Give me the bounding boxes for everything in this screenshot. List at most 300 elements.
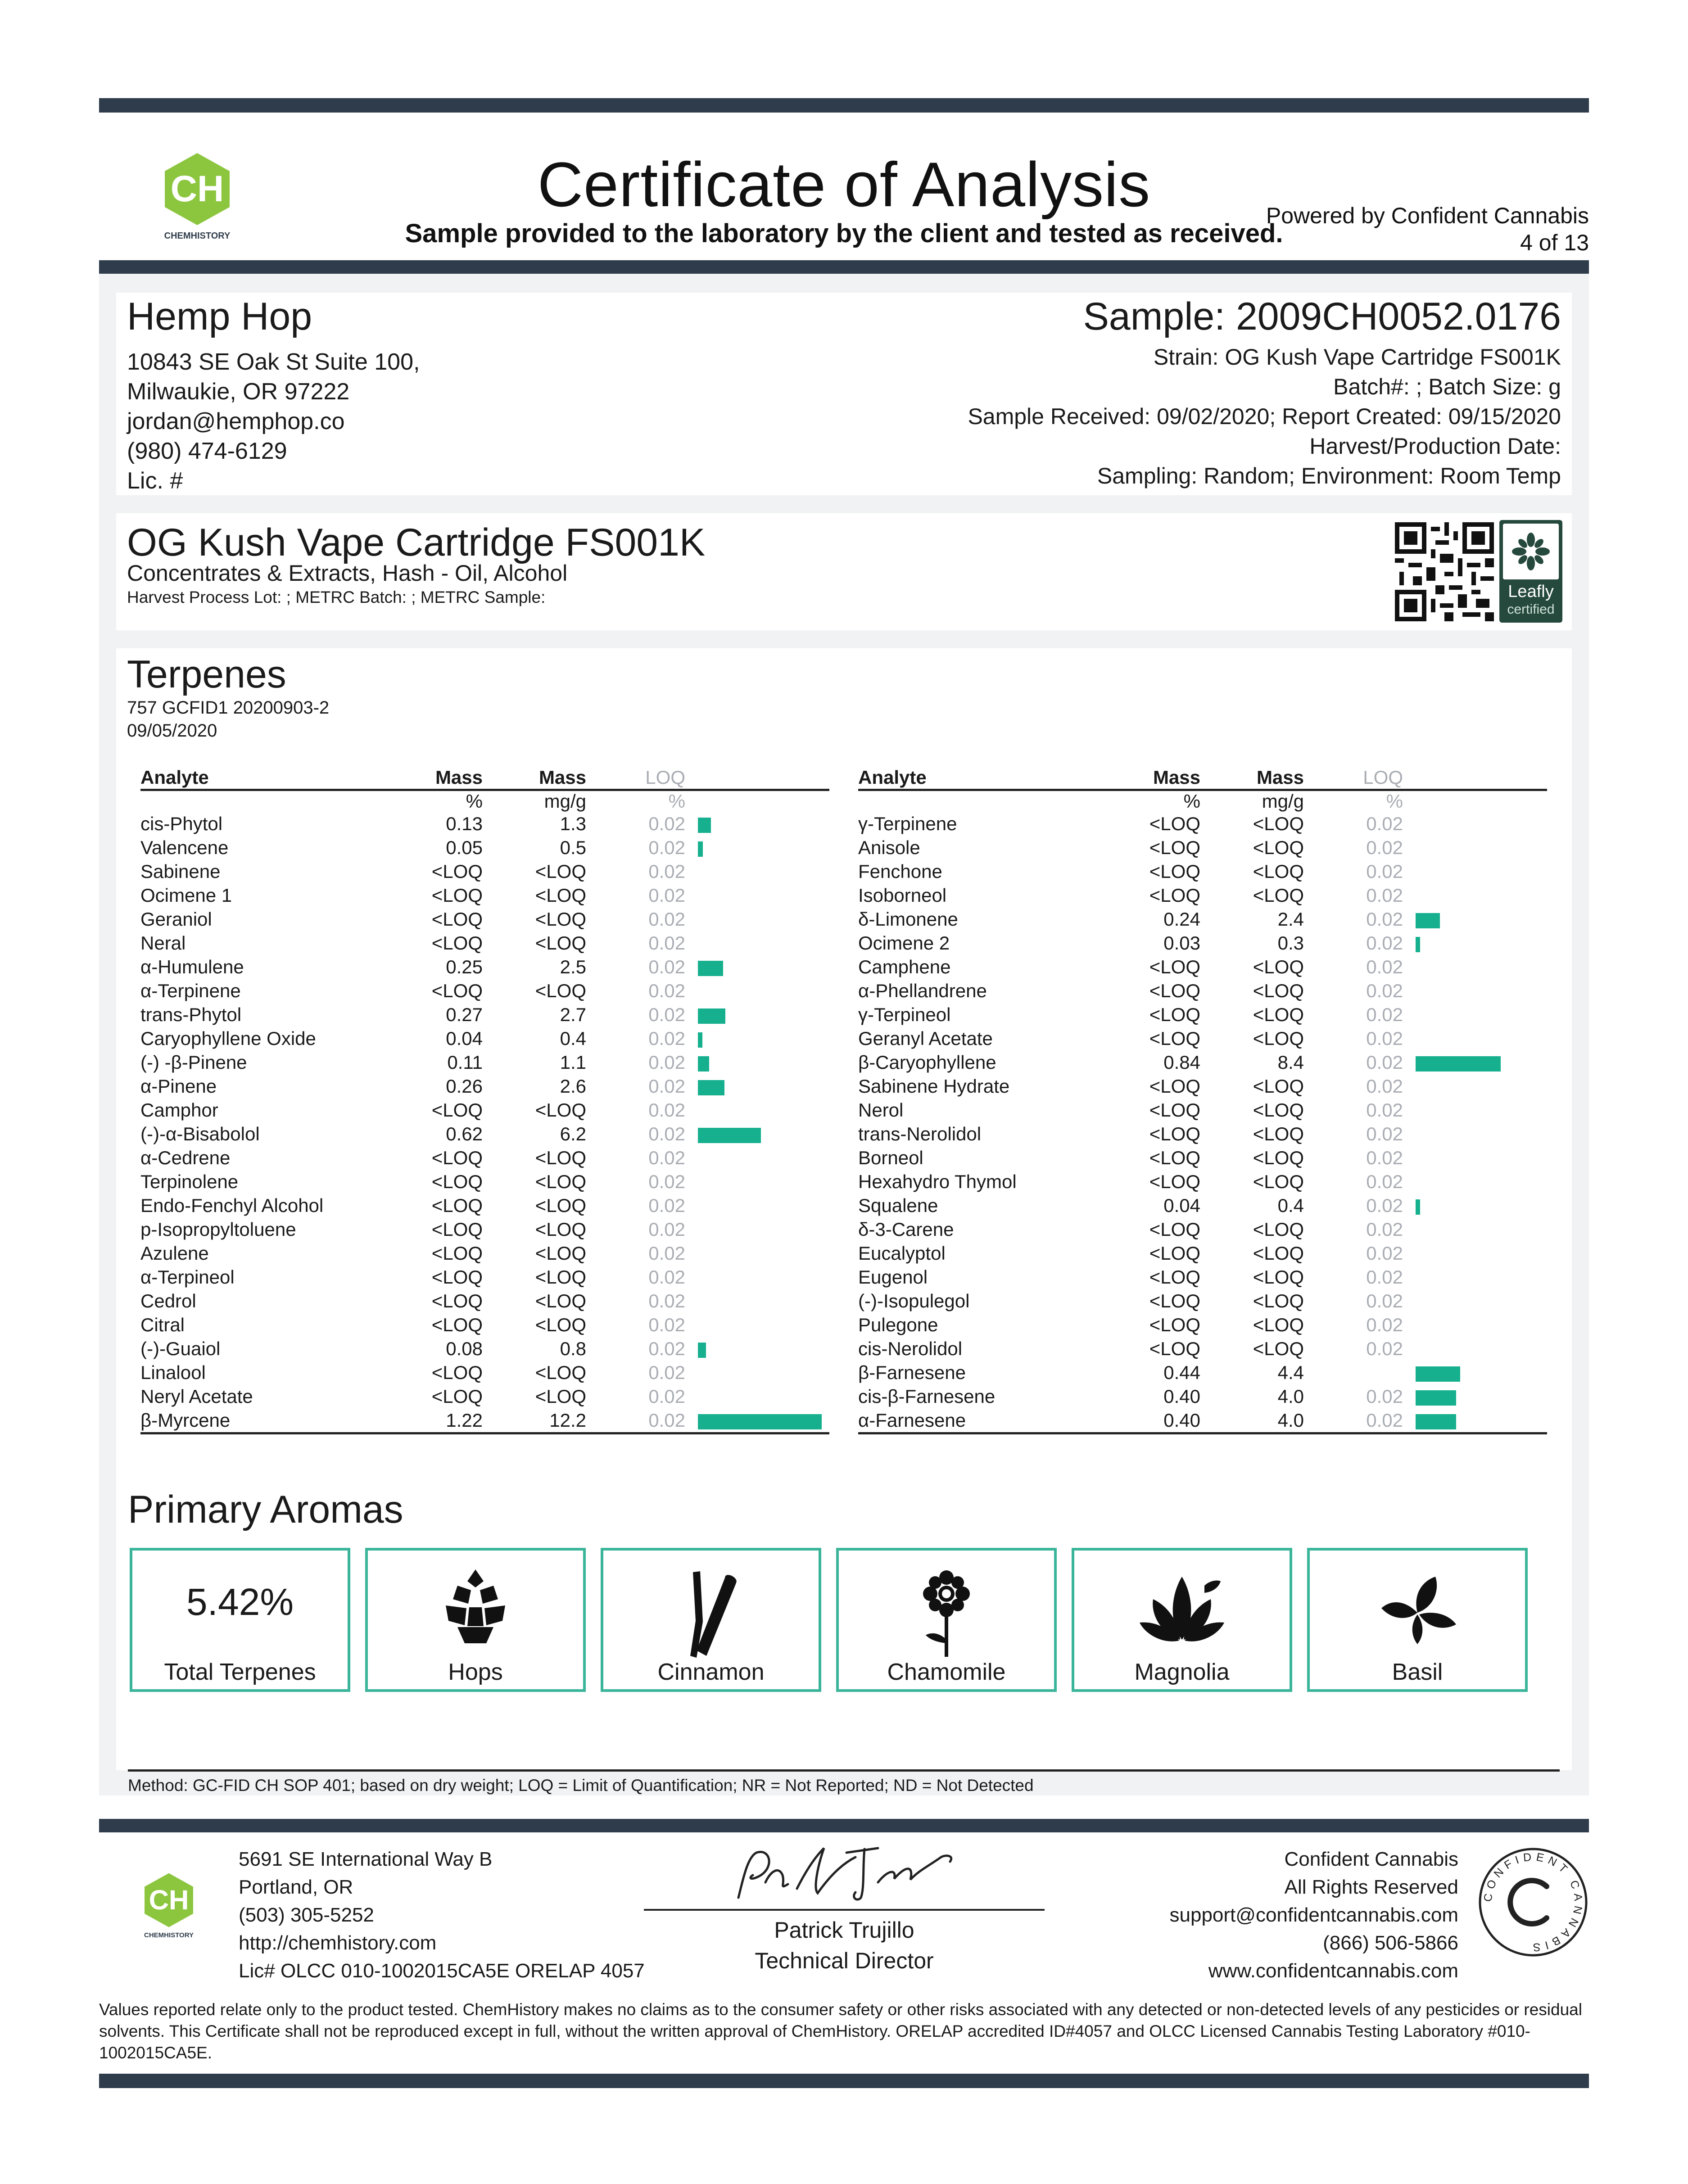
terpene-row bbox=[140, 1026, 829, 1050]
sample-sampling: Sampling: Random; Environment: Room Temp bbox=[1097, 463, 1561, 488]
terpene-mass-mgg: <LOQ bbox=[1253, 1004, 1304, 1025]
terpene-loq: 0.02 bbox=[648, 1362, 685, 1383]
terpene-loq: 0.02 bbox=[648, 837, 685, 858]
terpene-row bbox=[140, 1337, 829, 1361]
terpene-mass-pct: 0.08 bbox=[446, 1338, 483, 1359]
terpene-bar-cell bbox=[685, 1408, 829, 1433]
terpene-mass-mgg: <LOQ bbox=[535, 1314, 586, 1335]
terpene-bar bbox=[1416, 1390, 1456, 1406]
terpene-name: Geraniol bbox=[140, 909, 212, 930]
terpene-mass-pct: <LOQ bbox=[1149, 1266, 1200, 1288]
seal-text: CONFIDENT CANNABIS bbox=[1481, 1850, 1585, 1954]
terpene-bar-cell bbox=[1403, 1289, 1547, 1313]
terpene-name: cis-Phytol bbox=[140, 813, 223, 834]
terpene-mass-mgg: 0.3 bbox=[1277, 932, 1304, 954]
terpene-row bbox=[140, 812, 829, 836]
terpene-row bbox=[858, 1026, 1547, 1050]
terpenes-title: Terpenes bbox=[127, 653, 286, 696]
terpene-loq: 0.02 bbox=[648, 1028, 685, 1049]
aroma-chamomile bbox=[836, 1548, 1057, 1692]
terpene-mass-pct: <LOQ bbox=[431, 1362, 483, 1383]
terpene-name: Camphene bbox=[858, 956, 951, 977]
terpene-name: Isoborneol bbox=[858, 885, 947, 906]
terpene-bar-cell bbox=[685, 1146, 829, 1170]
terpene-row bbox=[858, 1050, 1547, 1074]
confident-rights: All Rights Reserved bbox=[1284, 1876, 1458, 1898]
terpene-bar bbox=[698, 1032, 702, 1048]
terpene-loq: 0.02 bbox=[648, 1266, 685, 1288]
terpene-row bbox=[140, 1050, 829, 1074]
terpene-mass-mgg: 6.2 bbox=[560, 1123, 586, 1144]
hops-icon bbox=[439, 1568, 511, 1651]
terpene-row bbox=[858, 1074, 1547, 1098]
terpene-mass-pct: <LOQ bbox=[431, 1147, 483, 1168]
terpene-mass-mgg: <LOQ bbox=[535, 1243, 586, 1264]
terpene-bar-cell bbox=[685, 1384, 829, 1408]
terpene-mass-mgg: <LOQ bbox=[535, 1219, 586, 1240]
confident-name: Confident Cannabis bbox=[1284, 1848, 1458, 1870]
chamomile-icon bbox=[910, 1568, 982, 1660]
terpene-name: Squalene bbox=[858, 1195, 938, 1216]
terpene-loq: 0.02 bbox=[586, 1408, 685, 1433]
terpene-bar-cell bbox=[1403, 1074, 1547, 1098]
col-bar bbox=[1403, 766, 1547, 790]
terpene-loq: 0.02 bbox=[1366, 1243, 1403, 1264]
terpene-loq: 0.02 bbox=[1304, 1408, 1403, 1433]
terpene-name: α-Cedrene bbox=[140, 1147, 231, 1168]
terpene-loq: 0.02 bbox=[1366, 932, 1403, 954]
terpene-row bbox=[858, 1384, 1547, 1408]
terpene-mass-pct: 0.24 bbox=[1163, 909, 1200, 930]
terpene-name: β-Farnesene bbox=[858, 1362, 966, 1383]
terpene-name: Cedrol bbox=[140, 1290, 196, 1311]
terpene-bar bbox=[698, 1008, 725, 1024]
unit-pct: % bbox=[466, 791, 483, 812]
confident-phone: (866) 506-5866 bbox=[1323, 1932, 1458, 1954]
col-analyte: Analyte bbox=[140, 766, 393, 790]
magnolia-icon bbox=[1137, 1568, 1227, 1651]
terpene-bar bbox=[698, 841, 703, 857]
terpene-loq bbox=[1304, 1361, 1403, 1384]
terpene-mass-pct: <LOQ bbox=[1149, 1314, 1200, 1335]
terpene-bar-cell bbox=[1403, 907, 1547, 931]
terpene-mass-mgg: 4.0 bbox=[1200, 1408, 1304, 1433]
terpene-mass-mgg: <LOQ bbox=[1253, 1171, 1304, 1192]
terpene-loq: 0.02 bbox=[648, 1243, 685, 1264]
terpene-mass-mgg: <LOQ bbox=[1253, 1028, 1304, 1049]
terpene-loq: 0.02 bbox=[1366, 861, 1403, 882]
client-name: Hemp Hop bbox=[127, 295, 312, 338]
terpene-row bbox=[858, 979, 1547, 1003]
terpene-row bbox=[858, 1146, 1547, 1170]
terpene-name: β-Caryophyllene bbox=[858, 1052, 996, 1073]
terpene-row bbox=[858, 907, 1547, 931]
terpene-row bbox=[858, 812, 1547, 836]
terpene-name: (-)-Isopulegol bbox=[858, 1290, 970, 1311]
terpene-bar-cell bbox=[685, 1122, 829, 1146]
terpene-name: γ-Terpinene bbox=[858, 813, 957, 834]
aromas-title: Primary Aromas bbox=[128, 1488, 403, 1531]
terpene-row bbox=[858, 1241, 1547, 1265]
terpene-bar-cell bbox=[1403, 1098, 1547, 1122]
document-title: Certificate of Analysis bbox=[537, 149, 1151, 220]
terpene-mass-pct: 0.05 bbox=[446, 837, 483, 858]
terpene-bar bbox=[698, 1080, 724, 1095]
terpene-loq: 0.02 bbox=[648, 1219, 685, 1240]
terpene-mass-mgg: 0.5 bbox=[560, 837, 586, 858]
units-analyte bbox=[140, 790, 393, 812]
terpene-row bbox=[140, 1122, 829, 1146]
unit-bar bbox=[685, 790, 829, 812]
terpenes-table-right bbox=[858, 766, 1547, 1434]
terpene-bar-cell bbox=[1403, 1050, 1547, 1074]
terpene-mass-pct: <LOQ bbox=[1149, 980, 1200, 1001]
terpene-bar bbox=[1416, 937, 1420, 952]
terpene-mass-mgg: 1.3 bbox=[560, 813, 586, 834]
aroma-label: Hops bbox=[448, 1659, 503, 1685]
terpene-bar-cell bbox=[685, 812, 829, 836]
terpene-mass-pct: <LOQ bbox=[1149, 1147, 1200, 1168]
terpene-loq: 0.02 bbox=[1366, 1314, 1403, 1335]
signer-title: Technical Director bbox=[755, 1948, 934, 1973]
leafly-certified-badge bbox=[1499, 520, 1562, 623]
terpene-bar-cell bbox=[1403, 1384, 1547, 1408]
terpene-row bbox=[140, 1384, 829, 1408]
terpene-loq: 0.02 bbox=[1366, 1004, 1403, 1025]
aroma-total-terpenes bbox=[130, 1548, 350, 1692]
terpene-row bbox=[140, 1289, 829, 1313]
terpene-loq: 0.02 bbox=[1366, 1219, 1403, 1240]
terpene-row bbox=[140, 1241, 829, 1265]
signer-name: Patrick Trujillo bbox=[774, 1917, 914, 1943]
terpene-name: γ-Terpineol bbox=[858, 1004, 951, 1025]
terpene-name: Endo-Fenchyl Alcohol bbox=[140, 1195, 324, 1216]
terpene-bar-cell bbox=[1403, 836, 1547, 859]
terpene-name: Ocimene 1 bbox=[140, 885, 232, 906]
terpene-bar-cell bbox=[1403, 1337, 1547, 1361]
terpene-bar-cell bbox=[685, 1241, 829, 1265]
terpene-loq: 0.02 bbox=[648, 1314, 685, 1335]
terpene-loq: 0.02 bbox=[648, 1386, 685, 1407]
terpene-row bbox=[140, 1098, 829, 1122]
terpene-loq: 0.02 bbox=[1366, 1386, 1403, 1407]
terpene-row bbox=[140, 907, 829, 931]
terpene-mass-pct: <LOQ bbox=[1149, 1338, 1200, 1359]
terpene-mass-mgg: <LOQ bbox=[535, 1099, 586, 1121]
terpene-bar-cell bbox=[685, 955, 829, 979]
sample-batch: Batch#: ; Batch Size: g bbox=[1333, 374, 1561, 399]
terpene-loq: 0.02 bbox=[1366, 837, 1403, 858]
aroma-label: Chamomile bbox=[887, 1659, 1006, 1685]
terpene-row bbox=[858, 955, 1547, 979]
terpene-mass-pct: <LOQ bbox=[1149, 1028, 1200, 1049]
terpene-name: α-Terpineol bbox=[140, 1266, 235, 1288]
footer-rule bbox=[99, 1819, 1589, 1832]
svg-text:CONFIDENT CANNABIS bbox=[1481, 1850, 1584, 1953]
lab-license: Lic# OLCC 010-1002015CA5E ORELAP 4057 bbox=[239, 1960, 645, 1982]
aroma-magnolia bbox=[1072, 1548, 1292, 1692]
terpene-loq: 0.02 bbox=[648, 909, 685, 930]
terpene-loq: 0.02 bbox=[1366, 1290, 1403, 1311]
terpene-mass-mgg: <LOQ bbox=[1253, 1266, 1304, 1288]
terpene-row bbox=[858, 1217, 1547, 1241]
terpene-name: Eugenol bbox=[858, 1266, 928, 1288]
terpene-row bbox=[140, 931, 829, 955]
sample-id: Sample: 2009CH0052.0176 bbox=[1083, 295, 1561, 338]
terpene-loq: 0.02 bbox=[1366, 980, 1403, 1001]
terpene-bar-cell bbox=[1403, 955, 1547, 979]
terpene-name: Linalool bbox=[140, 1362, 206, 1383]
method-note: Method: GC-FID CH SOP 401; based on dry weight; LOQ = Limit of Quantification; NR = Not Reported; ND = Not Detected bbox=[128, 1769, 1560, 1794]
product-name: OG Kush Vape Cartridge FS001K bbox=[127, 521, 706, 564]
terpene-mass-pct: <LOQ bbox=[431, 1195, 483, 1216]
terpene-mass-mgg: <LOQ bbox=[1253, 980, 1304, 1001]
terpene-mass-pct: <LOQ bbox=[1149, 1123, 1200, 1144]
logo-text: CH bbox=[149, 1884, 189, 1916]
terpene-mass-pct: <LOQ bbox=[431, 932, 483, 954]
terpene-name: Terpinolene bbox=[140, 1171, 239, 1192]
col-analyte: Analyte bbox=[858, 766, 1110, 790]
terpene-bar-cell bbox=[685, 1337, 829, 1361]
terpene-name: Ocimene 2 bbox=[858, 932, 950, 954]
unit-mgg: mg/g bbox=[544, 791, 586, 812]
terpene-bar-cell bbox=[1403, 812, 1547, 836]
terpene-mass-pct: 0.26 bbox=[446, 1076, 483, 1097]
terpene-name: Nerol bbox=[858, 1099, 904, 1121]
terpenes-instrument: 757 GCFID1 20200903-2 bbox=[127, 698, 330, 718]
terpene-mass-pct: <LOQ bbox=[1149, 1219, 1200, 1240]
terpene-name: Azulene bbox=[140, 1243, 209, 1264]
confident-website[interactable]: www.confidentcannabis.com bbox=[1208, 1960, 1458, 1982]
terpene-loq: 0.02 bbox=[1366, 1076, 1403, 1097]
qr-code[interactable] bbox=[1395, 522, 1494, 621]
terpene-row bbox=[140, 1265, 829, 1289]
terpene-loq: 0.02 bbox=[648, 1052, 685, 1073]
terpene-loq: 0.02 bbox=[1366, 1338, 1403, 1359]
aroma-label: Cinnamon bbox=[657, 1659, 765, 1685]
terpene-name: Hexahydro Thymol bbox=[858, 1171, 1017, 1192]
terpene-mass-mgg: 12.2 bbox=[483, 1408, 586, 1433]
col-loq: LOQ bbox=[1304, 766, 1403, 790]
terpene-row bbox=[140, 836, 829, 859]
terpene-bar-cell bbox=[685, 1026, 829, 1050]
terpene-bar-cell bbox=[1403, 883, 1547, 907]
terpene-row bbox=[858, 836, 1547, 859]
terpene-loq: 0.02 bbox=[648, 1290, 685, 1311]
terpene-row bbox=[140, 955, 829, 979]
terpene-bar-cell bbox=[1403, 1003, 1547, 1026]
terpene-name: cis-Nerolidol bbox=[858, 1338, 963, 1359]
disclaimer: Values reported relate only to the product tested. ChemHistory makes no claims as to the consumer safety or other risks associated with any detected or non-detected levels of any pesticides or residual solvents. This Certificate shall not be reproduced except in full, without the written approval of ChemHistory. ORELAP accredited ID#4057 and OLCC Licensed Cannabis Testing Laboratory #010-1002015CA5E. bbox=[99, 2000, 1582, 2062]
terpene-mass-pct: <LOQ bbox=[1149, 885, 1200, 906]
terpene-mass-mgg: 0.4 bbox=[560, 1028, 586, 1049]
signature-line bbox=[644, 1909, 1045, 1911]
terpene-mass-pct: 0.62 bbox=[446, 1123, 483, 1144]
terpene-name: α-Phellandrene bbox=[858, 980, 987, 1001]
terpenes-date: 09/05/2020 bbox=[127, 721, 217, 741]
terpene-name: Caryophyllene Oxide bbox=[140, 1028, 316, 1049]
terpene-row bbox=[140, 1408, 829, 1433]
lab-website[interactable]: http://chemhistory.com bbox=[239, 1932, 437, 1954]
terpene-mass-mgg: <LOQ bbox=[535, 1386, 586, 1407]
terpene-loq: 0.02 bbox=[1366, 1052, 1403, 1073]
terpene-mass-pct: 0.11 bbox=[447, 1052, 483, 1073]
terpene-name: Neryl Acetate bbox=[140, 1386, 253, 1407]
confident-email[interactable]: support@confidentcannabis.com bbox=[1169, 1904, 1458, 1926]
terpene-mass-pct: <LOQ bbox=[1149, 837, 1200, 858]
aroma-label: Basil bbox=[1392, 1659, 1443, 1685]
terpene-row bbox=[858, 1122, 1547, 1146]
terpene-row bbox=[858, 1170, 1547, 1194]
leafly-label: Leafly bbox=[1508, 582, 1554, 601]
terpene-mass-mgg: <LOQ bbox=[535, 885, 586, 906]
leafly-certified-label: certified bbox=[1507, 602, 1555, 617]
terpene-bar bbox=[1416, 1366, 1460, 1382]
terpene-name: Geranyl Acetate bbox=[858, 1028, 993, 1049]
terpene-bar-cell bbox=[685, 836, 829, 859]
unit-mgg: mg/g bbox=[1262, 791, 1304, 812]
terpene-loq: 0.02 bbox=[648, 813, 685, 834]
terpene-mass-pct: <LOQ bbox=[431, 861, 483, 882]
terpene-loq: 0.02 bbox=[648, 1171, 685, 1192]
terpene-name: α-Farnesene bbox=[858, 1408, 1110, 1433]
terpene-loq: 0.02 bbox=[648, 1123, 685, 1144]
terpene-name: (-)-α-Bisabolol bbox=[140, 1123, 260, 1144]
terpene-row bbox=[858, 883, 1547, 907]
terpene-name: Sabinene bbox=[140, 861, 221, 882]
terpene-row bbox=[140, 883, 829, 907]
terpene-row bbox=[858, 859, 1547, 883]
client-address-1: 10843 SE Oak St Suite 100, bbox=[127, 349, 420, 375]
terpene-mass-mgg: 0.8 bbox=[560, 1338, 586, 1359]
terpene-mass-mgg: 1.1 bbox=[560, 1052, 586, 1073]
page-number: 4 of 13 bbox=[1520, 230, 1589, 255]
terpene-mass-pct: <LOQ bbox=[431, 1219, 483, 1240]
terpene-bar-cell bbox=[685, 1098, 829, 1122]
terpene-mass-pct: <LOQ bbox=[431, 1314, 483, 1335]
terpene-bar bbox=[1416, 1199, 1420, 1215]
terpene-row bbox=[858, 1265, 1547, 1289]
terpene-loq: 0.02 bbox=[648, 1195, 685, 1216]
terpene-mass-mgg: <LOQ bbox=[535, 1171, 586, 1192]
top-rule bbox=[99, 98, 1589, 113]
terpene-mass-mgg: 4.4 bbox=[1277, 1362, 1304, 1383]
units-analyte bbox=[858, 790, 1110, 812]
terpene-loq: 0.02 bbox=[1366, 1266, 1403, 1288]
terpene-mass-mgg: <LOQ bbox=[1253, 885, 1304, 906]
terpene-row bbox=[858, 1098, 1547, 1122]
terpene-name: β-Myrcene bbox=[140, 1408, 393, 1433]
terpene-loq: 0.02 bbox=[648, 980, 685, 1001]
terpene-bar bbox=[1416, 913, 1440, 928]
terpene-name: Sabinene Hydrate bbox=[858, 1076, 1010, 1097]
terpene-row bbox=[858, 931, 1547, 955]
terpene-loq: 0.02 bbox=[648, 861, 685, 882]
leafly-icon bbox=[1503, 524, 1559, 579]
terpene-bar-cell bbox=[685, 1074, 829, 1098]
terpene-name: trans-Nerolidol bbox=[858, 1123, 982, 1144]
terpene-row bbox=[140, 1074, 829, 1098]
terpene-name: Fenchone bbox=[858, 861, 942, 882]
terpene-row bbox=[858, 1337, 1547, 1361]
terpene-bar bbox=[698, 1343, 706, 1358]
terpene-mass-mgg: <LOQ bbox=[1253, 861, 1304, 882]
unit-bar bbox=[1403, 790, 1547, 812]
terpene-mass-pct: <LOQ bbox=[1149, 861, 1200, 882]
terpene-mass-pct: 0.04 bbox=[446, 1028, 483, 1049]
terpene-mass-pct: <LOQ bbox=[1149, 1171, 1200, 1192]
terpene-mass-pct: <LOQ bbox=[431, 1243, 483, 1264]
terpene-mass-mgg: 2.4 bbox=[1277, 909, 1304, 930]
unit-loq: % bbox=[668, 791, 685, 812]
terpene-name: trans-Phytol bbox=[140, 1004, 242, 1025]
terpene-row bbox=[140, 1313, 829, 1337]
terpene-name: δ-3-Carene bbox=[858, 1219, 954, 1240]
terpene-bar bbox=[698, 961, 723, 976]
terpene-loq: 0.02 bbox=[648, 1099, 685, 1121]
terpene-bar bbox=[698, 1414, 822, 1429]
terpene-mass-pct: 0.44 bbox=[1163, 1362, 1200, 1383]
terpene-mass-pct: <LOQ bbox=[1149, 956, 1200, 977]
aroma-basil bbox=[1307, 1548, 1528, 1692]
terpene-mass-pct: 0.03 bbox=[1163, 932, 1200, 954]
client-email: jordan@hemphop.co bbox=[127, 408, 345, 434]
terpene-mass-mgg: <LOQ bbox=[1253, 1076, 1304, 1097]
terpene-mass-mgg: 2.7 bbox=[560, 1004, 586, 1025]
terpene-loq: 0.02 bbox=[1366, 1147, 1403, 1168]
terpene-mass-pct: <LOQ bbox=[431, 1386, 483, 1407]
terpene-name: cis-β-Farnesene bbox=[858, 1386, 996, 1407]
units-row bbox=[140, 790, 829, 812]
terpenes-card bbox=[116, 648, 1572, 1795]
client-license: Lic. # bbox=[127, 468, 183, 494]
signature bbox=[729, 1839, 964, 1907]
powered-by: Powered by Confident Cannabis bbox=[1266, 203, 1589, 228]
terpene-mass-mgg: 2.5 bbox=[560, 956, 586, 977]
sample-harvest-date: Harvest/Production Date: bbox=[1309, 434, 1561, 459]
terpene-mass-mgg: <LOQ bbox=[1253, 1147, 1304, 1168]
terpene-bar-cell bbox=[685, 907, 829, 931]
terpene-mass-mgg: <LOQ bbox=[535, 1290, 586, 1311]
terpene-mass-mgg: <LOQ bbox=[1253, 956, 1304, 977]
terpene-bar-cell bbox=[685, 1313, 829, 1337]
terpene-name: α-Humulene bbox=[140, 956, 244, 977]
terpene-name: Valencene bbox=[140, 837, 229, 858]
terpene-bar-cell bbox=[685, 1003, 829, 1026]
sample-strain: Strain: OG Kush Vape Cartridge FS001K bbox=[1153, 344, 1561, 370]
terpene-bar-cell bbox=[1403, 931, 1547, 955]
terpene-mass-mgg: <LOQ bbox=[1253, 837, 1304, 858]
terpene-mass-mgg: <LOQ bbox=[535, 980, 586, 1001]
basil-icon bbox=[1372, 1568, 1462, 1651]
terpene-mass-pct: 0.27 bbox=[446, 1004, 483, 1025]
unit-loq: % bbox=[1386, 791, 1403, 812]
terpene-row bbox=[858, 1003, 1547, 1026]
document-subtitle: Sample provided to the laboratory by the client and tested as received. bbox=[405, 219, 1283, 248]
terpene-row bbox=[140, 1170, 829, 1194]
terpene-bar-cell bbox=[1403, 859, 1547, 883]
terpene-bar-cell bbox=[685, 883, 829, 907]
terpene-mass-mgg: 0.4 bbox=[1277, 1195, 1304, 1216]
terpene-bar-cell bbox=[1403, 1265, 1547, 1289]
terpene-name: Pulegone bbox=[858, 1314, 938, 1335]
terpene-row bbox=[858, 1194, 1547, 1217]
terpene-row bbox=[858, 1313, 1547, 1337]
total-terpenes-label: Total Terpenes bbox=[164, 1659, 316, 1685]
terpene-loq: 0.02 bbox=[648, 956, 685, 977]
cinnamon-icon bbox=[675, 1568, 747, 1660]
terpene-row bbox=[858, 1361, 1547, 1384]
